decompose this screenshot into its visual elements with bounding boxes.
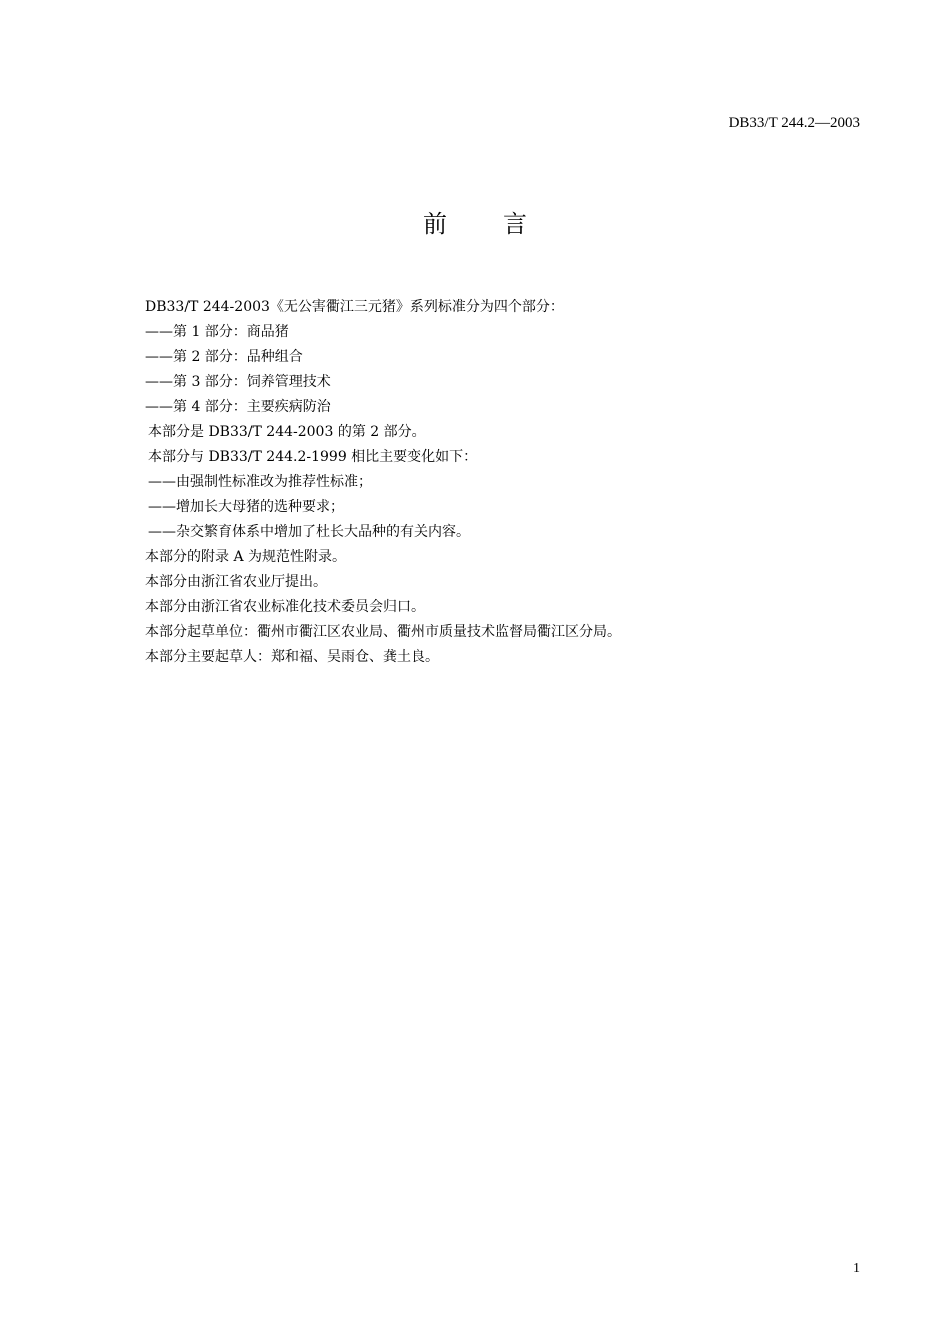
foreword-list-item: ——第 2 部分：品种组合 <box>145 349 303 365</box>
page-title: 前言 <box>423 210 583 238</box>
foreword-line: 本部分由浙江省农业标准化技术委员会归口。 <box>145 599 425 615</box>
foreword-list-item: ——第 4 部分：主要疾病防治 <box>145 399 331 415</box>
foreword-line: 本部分是 DB33/T 244-2003 的第 2 部分。 <box>148 424 426 440</box>
foreword-line: 本部分由浙江省农业厅提出。 <box>145 574 327 590</box>
foreword-line: 本部分主要起草人：郑和福、吴雨仓、龚土良。 <box>145 649 439 665</box>
foreword-line: 本部分的附录 A 为规范性附录。 <box>145 549 347 565</box>
foreword-list-item: ——第 3 部分：饲养管理技术 <box>145 374 331 390</box>
foreword-list-item: ——杂交繁育体系中增加了杜长大品种的有关内容。 <box>148 524 470 540</box>
foreword-list-item: ——第 1 部分：商品猪 <box>145 324 289 340</box>
foreword-line: 本部分起草单位：衢州市衢江区农业局、衢州市质量技术监督局衢江区分局。 <box>145 624 621 640</box>
foreword-line: DB33/T 244-2003《无公害衢江三元猪》系列标准分为四个部分： <box>145 299 564 315</box>
foreword-line: 本部分与 DB33/T 244.2-1999 相比主要变化如下： <box>148 449 478 465</box>
page-number: 1 <box>853 1261 860 1276</box>
standard-code-header: DB33/T 244.2—2003 <box>728 115 860 131</box>
foreword-list-item: ——增加长大母猪的选种要求； <box>148 499 344 515</box>
foreword-list-item: ——由强制性标准改为推荐性标准； <box>148 474 372 490</box>
foreword-body <box>145 295 865 670</box>
